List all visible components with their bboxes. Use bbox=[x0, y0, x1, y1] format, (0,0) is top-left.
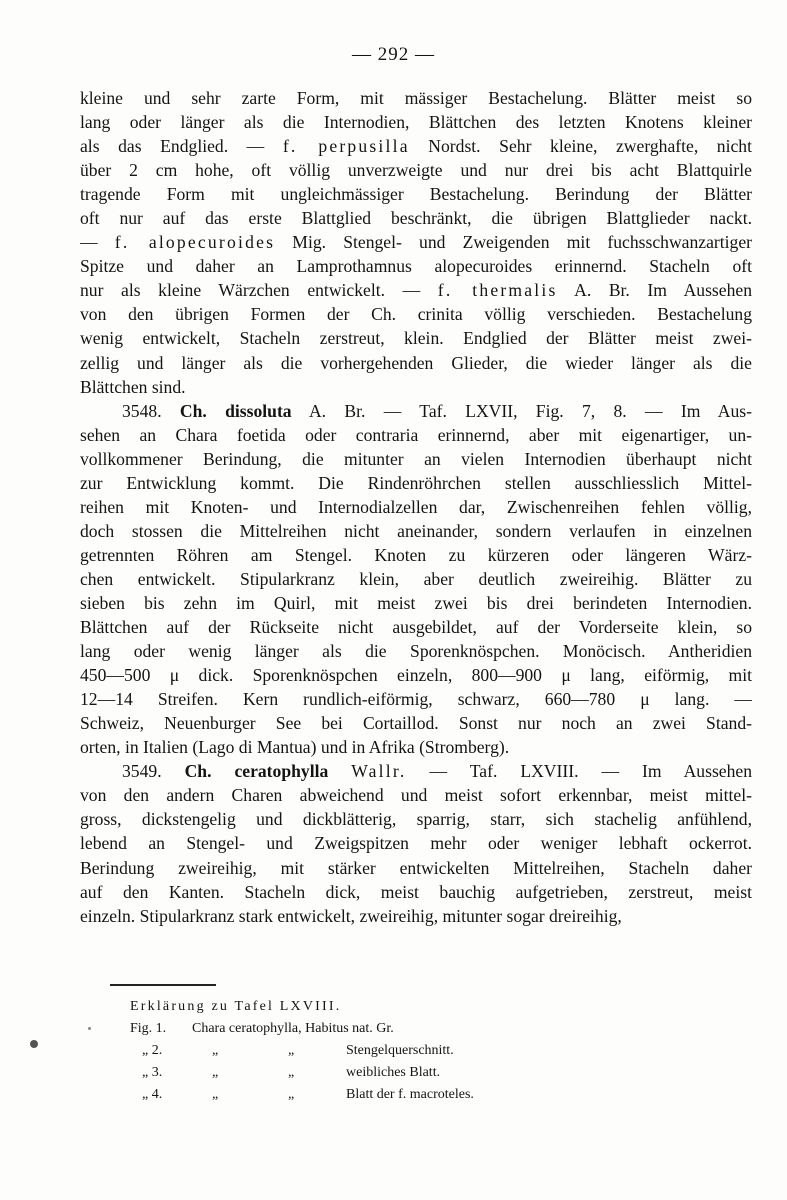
text-line: über 2 cm hohe, oft völlig unverzweigte und nur drei bis acht Blattquirle bbox=[80, 160, 752, 181]
text-line: nur als kleine Wärzchen entwickelt. — f. thermalis A. Br. Im Aussehen bbox=[80, 280, 752, 301]
ink-speck bbox=[88, 1027, 91, 1030]
legend-ditto-mark: „ bbox=[212, 1043, 219, 1058]
text-line: sieben bis zehn im Quirl, mit meist zwei bis drei berindeten Internodien. bbox=[80, 592, 752, 613]
text-line: Blättchen sind. bbox=[80, 376, 186, 397]
paragraph-container bbox=[80, 86, 752, 928]
text-line: 3548. Ch. dissoluta A. Br. — Taf. LXVII, Fig. 7, 8. — Im Aus- bbox=[122, 400, 752, 421]
legend-row-4 bbox=[130, 1084, 690, 1106]
text-line: als das Endglied. — f. perpusilla Nordst. Sehr kleine, zwerghafte, nicht bbox=[80, 136, 752, 157]
text-line: einzeln. Stipularkranz stark entwickelt, zweireihig, mitunter sogar dreireihig, bbox=[80, 905, 622, 926]
text-line: Spitze und daher an Lamprothamnus alopecuroides erinnernd. Stacheln oft bbox=[80, 256, 752, 277]
text-line: Blättchen auf der Rückseite nicht ausgebildet, auf der Vorderseite klein, so bbox=[80, 617, 752, 638]
text-line: chen entwickelt. Stipularkranz klein, aber deutlich zweireihig. Blätter zu bbox=[80, 568, 752, 589]
plate-legend bbox=[130, 996, 690, 1106]
text-line: 3549. Ch. ceratophylla Wallr. — Taf. LXVIII. — Im Aussehen bbox=[122, 761, 752, 782]
text-line: vollkommener Berindung, die mitunter an vielen Internodien überhaupt nicht bbox=[80, 448, 752, 469]
legend-ditto-mark: „ bbox=[288, 1065, 295, 1080]
legend-description: Chara ceratophylla, Habitus nat. Gr. bbox=[192, 1021, 394, 1036]
legend-ditto-mark: „ bbox=[212, 1087, 219, 1102]
legend-title: Erklärung zu Tafel LXVIII. bbox=[130, 999, 342, 1014]
ink-speck bbox=[30, 1040, 38, 1048]
legend-ditto-mark: „ bbox=[288, 1043, 295, 1058]
legend-fig-label: „ 4. bbox=[142, 1087, 163, 1102]
text-line: wenig entwickelt, Stacheln zerstreut, klein. Endglied der Blätter meist zwei- bbox=[80, 328, 752, 349]
legend-row-2 bbox=[130, 1040, 690, 1062]
legend-ditto-mark: „ bbox=[288, 1087, 295, 1102]
text-line: — f. alopecuroides Mig. Stengel- und Zweigenden mit fuchsschwanzartiger bbox=[80, 232, 752, 253]
text-line: von den andern Charen abweichend und meist sofort erkennbar, meist mittel- bbox=[80, 785, 752, 806]
text-line: tragende Form mit ungleichmässiger Bestachelung. Berindung der Blätter bbox=[80, 184, 752, 205]
legend-row-3 bbox=[130, 1062, 690, 1084]
text-line: sehen an Chara foetida oder contraria erinnernd, aber mit eigenartiger, un- bbox=[80, 424, 752, 445]
text-line: doch stossen die Mittelreihen nicht aneinander, sondern verlaufen in einzelnen bbox=[80, 520, 752, 541]
text-line: von den übrigen Formen der Ch. crinita völlig verschieden. Bestachelung bbox=[80, 304, 752, 325]
legend-description: weibliches Blatt. bbox=[346, 1065, 441, 1080]
text-line: oft nur auf das erste Blattglied beschränkt, die übrigen Blattglieder nackt. bbox=[80, 208, 752, 229]
text-line: Schweiz, Neuenburger See bei Cortaillod. Sonst nur noch an zwei Stand- bbox=[80, 713, 752, 734]
legend-fig-label: „ 3. bbox=[142, 1065, 163, 1080]
footnote-divider bbox=[110, 984, 216, 986]
body-text bbox=[80, 86, 752, 928]
legend-fig-label: Fig. 1. bbox=[130, 1021, 167, 1036]
text-line: reihen mit Knoten- und Internodialzellen dar, Zwischenreihen fehlen völlig, bbox=[80, 496, 752, 517]
legend-description: Blatt der f. macroteles. bbox=[346, 1087, 474, 1102]
legend-description: Stengelquerschnitt. bbox=[346, 1043, 454, 1058]
text-line: kleine und sehr zarte Form, mit mässiger Bestachelung. Blätter meist so bbox=[80, 88, 752, 108]
text-line: auf den Kanten. Stacheln dick, meist bauchig aufgetrieben, zerstreut, meist bbox=[80, 881, 752, 902]
text-line: Berindung zweireihig, mit stärker entwickelten Mittelreihen, Stacheln daher bbox=[80, 857, 752, 878]
text-line: zur Entwicklung kommt. Die Rindenröhrchen stellen ausschliesslich Mittel- bbox=[80, 472, 752, 493]
legend-ditto-mark: „ bbox=[212, 1065, 219, 1080]
text-line: zellig und länger als die vorhergehenden Glieder, die wieder länger als die bbox=[80, 352, 752, 373]
text-line: 12—14 Streifen. Kern rundlich-eiförmig, schwarz, 660—780 μ lang. — bbox=[80, 689, 752, 710]
text-line: getrennten Röhren am Stengel. Knoten zu kürzeren oder längeren Wärz- bbox=[80, 544, 752, 565]
text-line: lang oder wenig länger als die Sporenknöspchen. Monöcisch. Antheridien bbox=[80, 641, 752, 662]
text-line: lang oder länger als die Internodien, Blättchen des letzten Knotens kleiner bbox=[80, 112, 752, 133]
text-line: 450—500 μ dick. Sporenknöspchen einzeln, 800—900 μ lang, eiförmig, mit bbox=[80, 665, 752, 686]
page-number: — 292 — bbox=[352, 44, 435, 65]
text-line: orten, in Italien (Lago di Mantua) und in Afrika (Stromberg). bbox=[80, 737, 510, 758]
text-line: lebend an Stengel- und Zweigspitzen mehr oder weniger lebhaft ockerrot. bbox=[80, 833, 752, 854]
legend-fig-label: „ 2. bbox=[142, 1043, 163, 1058]
text-line: gross, dickstengelig und dickblätterig, sparrig, starr, sich stachelig anfühlend, bbox=[80, 809, 752, 830]
legend-row-1 bbox=[130, 1018, 690, 1040]
